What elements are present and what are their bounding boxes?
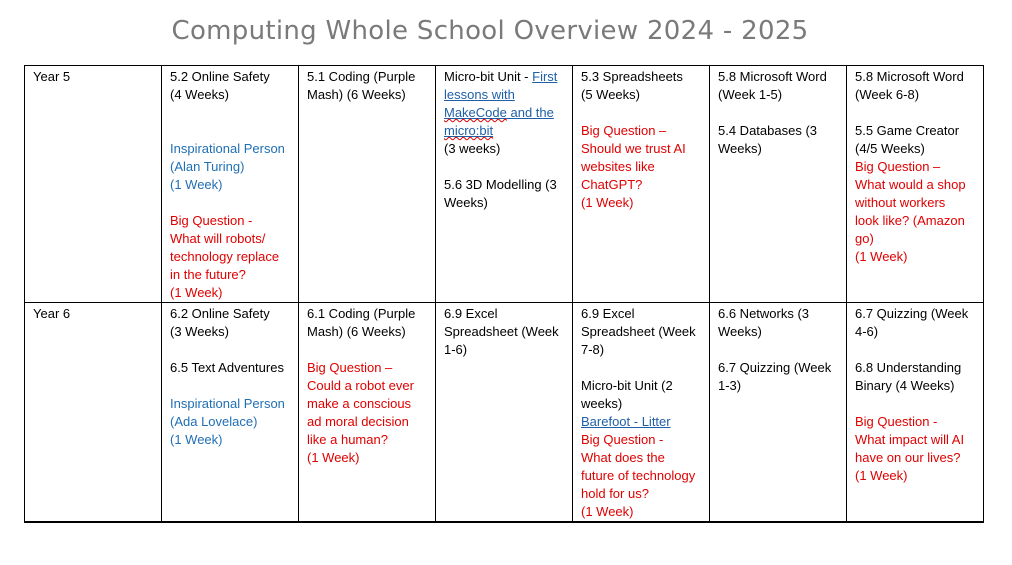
cell-line: 6.9 Excel [581,306,635,321]
cell-line: 6.5 Text Adventures [170,360,284,375]
cell-line: Inspirational Person [170,141,285,156]
table-row [25,303,984,523]
hyperlink[interactable]: First [532,69,558,84]
cell-line: Big Question – [855,159,941,174]
cell-line: 6.2 Online Safety [170,306,270,321]
cell-line: 6.6 Networks (3 [718,306,810,321]
cell-line: Weeks) [718,324,762,339]
cell-line: Big Question - [170,213,253,228]
unit-cell [847,303,984,523]
cell-line: What would a shop [855,177,966,192]
cell-line: Micro-bit Unit - First [444,69,558,84]
cell-line: (3 weeks) [444,141,501,156]
cell-line: 1-6) [444,342,468,357]
cell-line [170,122,292,140]
cell-line: hold for us? [581,486,649,501]
cell-line [170,104,292,122]
unit-cell [299,303,436,523]
unit-cell [710,66,847,303]
cell-line: go) [855,231,874,246]
cell-line: (1 Week) [855,468,908,483]
year-label: Year 5 [25,66,162,303]
cell-line: 7-8) [581,342,605,357]
cell-line: without workers [855,195,946,210]
cell-line: (1 Week) [170,177,223,192]
cell-line: 5.8 Microsoft Word [718,69,827,84]
cell-line: make a conscious [307,396,412,411]
cell-line: (Week 1-5) [718,87,783,102]
spellcheck-word: micro:bit [444,123,494,138]
cell-line: 5.1 Coding (Purple [307,69,416,84]
cell-line: (3 Weeks) [170,324,229,339]
cell-line: Spreadsheet (Week [581,324,696,339]
cell-line: 6.1 Coding (Purple [307,306,416,321]
cell-line: websites like [581,159,655,174]
cell-line: 6.7 Quizzing (Week [855,306,969,321]
cell-line [718,104,840,122]
cell-line: Could a robot ever [307,378,414,393]
cell-line: in the future? [170,267,246,282]
cell-line: (5 Weeks) [581,87,640,102]
cell-line: (1 Week) [170,432,223,447]
cell-line: (4/5 Weeks) [855,141,925,156]
unit-cell [573,303,710,523]
cell-line [855,104,977,122]
cell-line: (4 Weeks) [170,87,229,102]
cell-line: Big Question – [307,360,393,375]
cell-line: What does the [581,450,665,465]
spellcheck-word: MakeCode [444,105,507,120]
cell-line: (1 Week) [581,195,634,210]
cell-line: technology replace [170,249,280,264]
cell-line [718,341,840,359]
cell-line[interactable]: lessons with [444,87,515,102]
cell-line: Inspirational Person [170,396,285,411]
unit-cell [710,303,847,523]
cell-line[interactable]: MakeCode and the [444,105,554,120]
cell-line: have on our lives? [855,450,961,465]
cell-line: 5.4 Databases (3 [718,123,818,138]
cell-line: 4-6) [855,324,879,339]
unit-cell [299,66,436,303]
cell-line: Weeks) [444,195,488,210]
unit-cell [162,303,299,523]
unit-cell [436,66,573,303]
cell-line: 5.6 3D Modelling (3 [444,177,557,192]
unit-cell [436,303,573,523]
cell-line: (1 Week) [307,450,360,465]
document-title: Computing Whole School Overview 2024 - 2025 [171,16,809,46]
cell-line: 5.3 Spreadsheets [581,69,683,84]
cell-line: Mash) (6 Weeks) [307,87,406,102]
cell-line [855,341,977,359]
year-label: Year 6 [25,303,162,523]
cell-line: (1 Week) [855,249,908,264]
cell-line: 1-3) [718,378,742,393]
cell-line: (Alan Turing) [170,159,245,174]
cell-line: (1 Week) [581,504,634,519]
cell-line: Mash) (6 Weeks) [307,324,406,339]
cell-line: Should we trust AI [581,141,686,156]
cell-line: 5.2 Online Safety [170,69,270,84]
cell-line: Big Question - [581,432,664,447]
cell-line: 5.5 Game Creator [855,123,960,138]
cell-line[interactable] [444,122,566,140]
cell-line [170,377,292,395]
cell-line: like a human? [307,432,388,447]
cell-line: Weeks) [718,141,762,156]
cell-line: weeks) [581,396,623,411]
cell-line: 6.8 Understanding [855,360,962,375]
cell-line: Big Question – [581,123,667,138]
unit-cell [162,66,299,303]
cell-line: 5.8 Microsoft Word [855,69,964,84]
cell-line: What impact will AI [855,432,965,447]
unit-cell [847,66,984,303]
cell-line [170,341,292,359]
cell-line: ad moral decision [307,414,409,429]
cell-line [307,341,429,359]
table-row [25,66,984,303]
cell-line[interactable]: Barefoot - Litter [581,414,671,429]
cell-line: Spreadsheet (Week [444,324,559,339]
cell-line [444,158,566,176]
cell-line: future of technology [581,468,696,483]
cell-line: ChatGPT? [581,177,643,192]
cell-line [581,104,703,122]
cell-line: What will robots/ [170,231,266,246]
cell-line: look like? (Amazon [855,213,965,228]
cell-line [581,359,703,377]
cell-line [855,395,977,413]
cell-line: (1 Week) [170,285,223,300]
cell-line: Micro-bit Unit (2 [581,378,673,393]
unit-cell [573,66,710,303]
cell-line: (Week 6-8) [855,87,920,102]
cell-line [170,194,292,212]
overview-table [24,65,984,523]
cell-line: (Ada Lovelace) [170,414,258,429]
cell-line: 6.7 Quizzing (Week [718,360,832,375]
cell-line: Big Question - [855,414,938,429]
cell-line: Binary (4 Weeks) [855,378,955,393]
cell-line: 6.9 Excel [444,306,498,321]
